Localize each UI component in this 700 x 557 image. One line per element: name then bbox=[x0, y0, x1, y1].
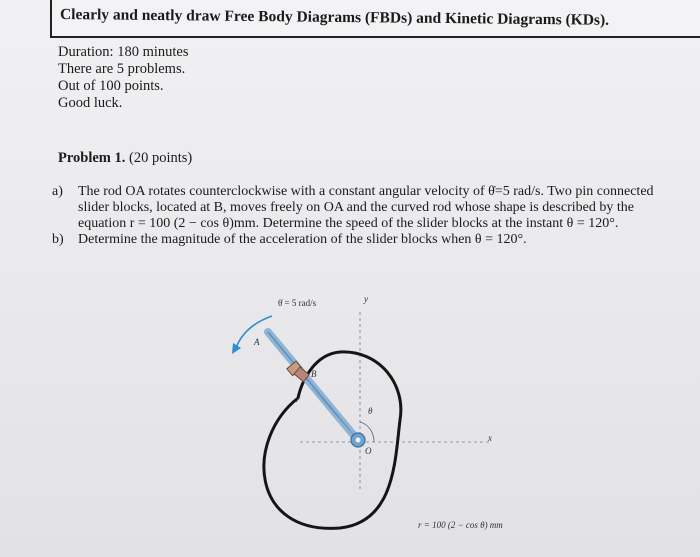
question-b-marker: b) bbox=[52, 232, 64, 247]
rod-oa-edge bbox=[268, 332, 356, 438]
y-axis-label: y bbox=[364, 294, 368, 304]
theta-label: θ bbox=[368, 406, 373, 416]
mechanism-figure bbox=[220, 290, 550, 540]
duration-text: Duration: 180 minutes bbox=[58, 44, 189, 60]
omega-label: θ̇ = 5 rad/s bbox=[278, 298, 317, 308]
pin-o-center bbox=[356, 438, 361, 443]
question-a-line-1 bbox=[52, 184, 700, 200]
question-b-text-1: Determine the magnitude of the acceleration of the slider blocks when θ = 120°. bbox=[78, 232, 527, 247]
curved-rod bbox=[264, 352, 401, 528]
curve-equation-label: r = 100 (2 − cos θ) mm bbox=[418, 520, 503, 530]
figure-svg bbox=[220, 290, 550, 540]
question-b-line-1 bbox=[52, 232, 700, 248]
points-text: Out of 100 points. bbox=[58, 78, 164, 94]
problems-count-text: There are 5 problems. bbox=[58, 61, 186, 77]
problem-points: (20 points) bbox=[129, 150, 193, 166]
problem-number: Problem 1. bbox=[58, 150, 126, 166]
origin-label: O bbox=[365, 446, 372, 456]
question-a-marker: a) bbox=[52, 184, 63, 199]
header-box bbox=[50, 0, 700, 38]
radius-label: r bbox=[296, 394, 300, 404]
good-luck-text: Good luck. bbox=[58, 95, 123, 111]
point-b-label: B bbox=[311, 369, 317, 379]
header-title: Clearly and neatly draw Free Body Diagrams (FBDs) and Kinetic Diagrams (KDs). bbox=[59, 6, 610, 29]
problem-title bbox=[58, 150, 192, 167]
exam-info bbox=[58, 44, 189, 112]
question-a-text-2: slider blocks, located at B, moves freely on OA and the curved rod whose shape is described by the bbox=[78, 200, 634, 215]
radius-line bbox=[312, 388, 358, 440]
angular-velocity-arrowhead bbox=[232, 343, 241, 354]
question-a-text-3: equation r = 100 (2 − cos θ)mm. Determine the speed of the slider blocks at the instant θ = 120°. bbox=[78, 216, 619, 231]
point-a-label: A bbox=[254, 337, 260, 347]
x-axis-label: x bbox=[488, 433, 492, 443]
problem-questions bbox=[52, 184, 700, 248]
question-a-text-1: The rod OA rotates counterclockwise with a constant angular velocity of θ̇=5 rad/s. Two pin connected bbox=[78, 184, 654, 199]
